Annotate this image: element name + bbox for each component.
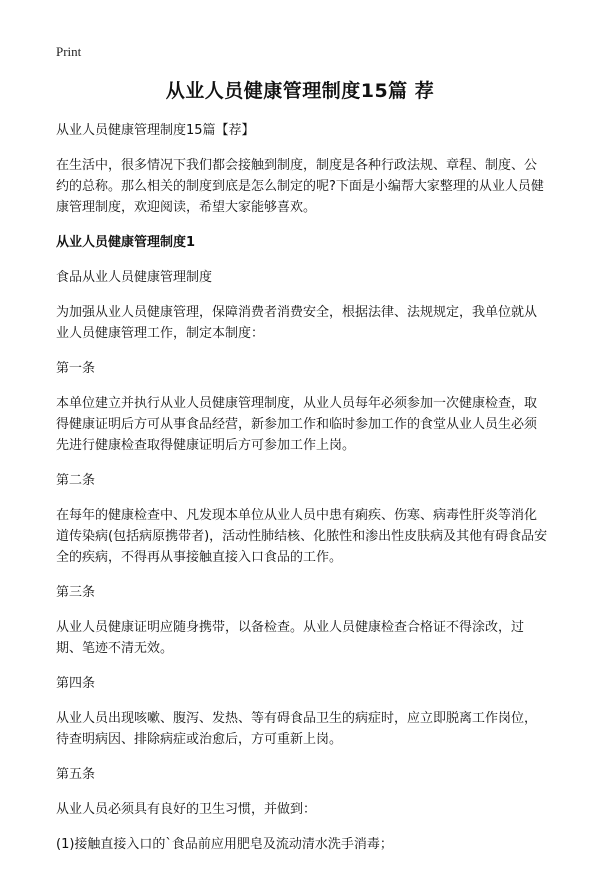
intro-paragraph: 在生活中，很多情况下我们都会接触到制度，制度是各种行政法规、章程、制度、公约的总称。那么相关的制度到底是怎么制定的呢?下面是小编帮大家整理的从业人员健康管理制度，欢迎阅读，希望大家能够喜欢。 (56, 158, 544, 215)
article-text: 从业人员健康证明应随身携带，以备检查。从业人员健康检查合格证不得涂改，过期、笔迹不清无效。 (56, 620, 525, 656)
document-body (56, 120, 548, 869)
document-title: 从业人员健康管理制度15篇 荐 (165, 80, 435, 102)
article-label: 第二条 (56, 473, 96, 488)
print-label: Print (56, 44, 82, 59)
document-subtitle: 从业人员健康管理制度15篇【荐】 (56, 123, 255, 138)
article-label: 第三条 (56, 585, 96, 600)
article-text: 从业人员必须具有良好的卫生习惯，并做到： (56, 802, 317, 817)
article-label: 第一条 (56, 361, 96, 376)
section-subheading: 食品从业人员健康管理制度 (56, 270, 213, 285)
section-intro-paragraph: 为加强从业人员健康管理，保障消费者消费安全，根据法律、法规规定，我单位就从业人员健康管理工作，制定本制度： (56, 305, 538, 341)
article-text: 本单位建立并执行从业人员健康管理制度，从业人员每年必须参加一次健康检查，取得健康证明后方可从事食品经营，新参加工作和临时参加工作的食堂从业人员生必须先进行健康检查取得健康证明后方可参加工作上岗。 (56, 396, 538, 453)
article-label: 第五条 (56, 767, 96, 782)
section-heading: 从业人员健康管理制度1 (56, 235, 196, 250)
list-item: (1)接触直接入口的`食品前应用肥皂及流动清水洗手消毒； (56, 837, 393, 852)
article-label: 第四条 (56, 676, 96, 691)
article-text: 在每年的健康检查中、凡发现本单位从业人员中患有痢疾、伤寒、病毒性肝炎等消化道传染病(包括病原携带者)，活动性肺结核、化脓性和渗出性皮肤病及其他有碍食品安全的疾病，不得再从事接触直接入口食品的工作。 (56, 508, 548, 565)
article-text: 从业人员出现咳嗽、腹泻、发热、等有碍食品卫生的病症时，应立即脱离工作岗位，待查明病因、排除病症或治愈后，方可重新上岗。 (56, 711, 538, 747)
